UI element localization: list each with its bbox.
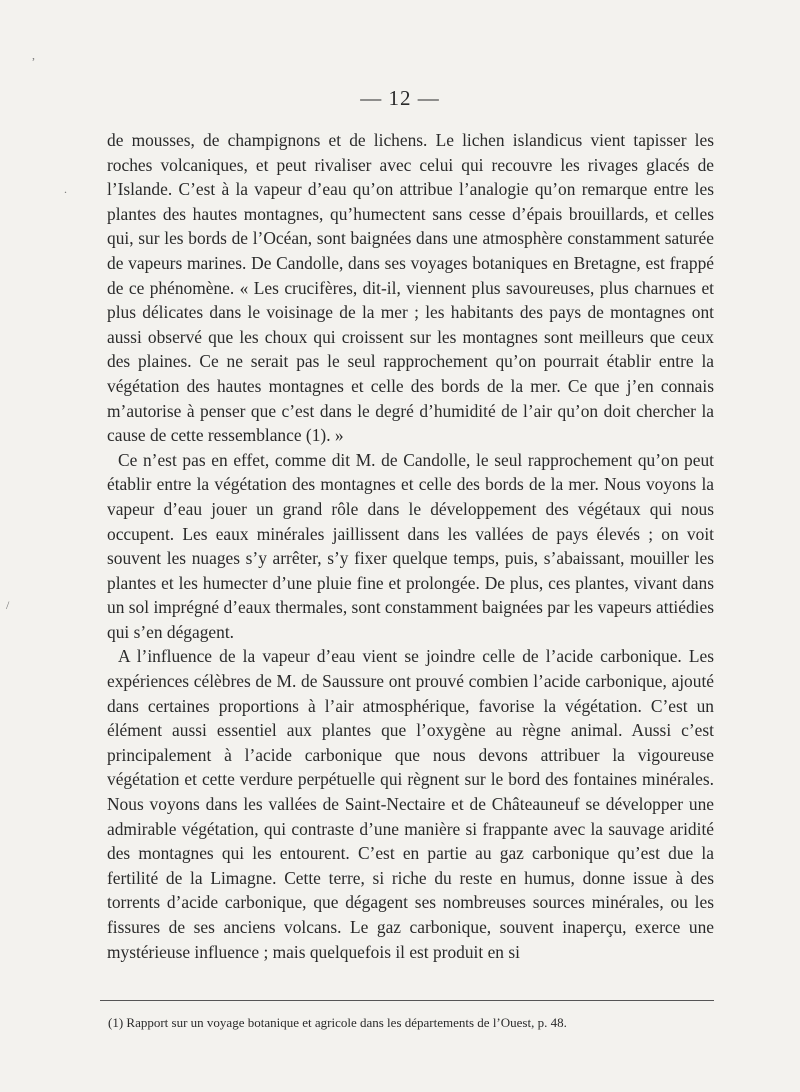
paragraph: de mousses, de champignons et de lichens. Le lichen islandicus vient tapisser les roches volcaniques, et peut rivaliser avec celui qui recouvre les rivages glacés de l’Islande. C’est à la vapeur d’eau qu’on attribue l’analogie qu’on remarque entre les plantes des hautes montagnes, qu’humectent sans cesse d’épais brouillards, et celles qui, sur les bords de l’Océan, sont baignées dans une atmosphère constamment saturée de vapeurs marines. De Candolle, dans ses voyages botaniques en Bretagne, est frappé de ce phénomène. « Les crucifères, dit-il, viennent plus savoureuses, plus charnues et plus délicates dans le voisinage de la mer ; les habitants des pays de montagnes ont aussi observé que les choux qui croissent sur les montagnes sont meilleurs que ceux des plaines. Ce ne serait pas le seul rapprochement qu’on pourrait établir entre la végétation des hautes montagnes et celle des bords de la mer. Ce que j’en connais m’autorise à penser que c’est dans le degré d’humidité de l’air qu’on doit chercher la cause de cette ressemblance (1). » <box>107 130 714 446</box>
footnote: (1) Rapport sur un voyage botanique et agricole dans les départements de l’Ouest, p. 48. <box>108 1015 567 1030</box>
page-number: — 12 — <box>360 86 440 110</box>
margin-speck: , <box>32 48 35 62</box>
paragraph: A l’influence de la vapeur d’eau vient se joindre celle de l’acide carbonique. Les expériences célèbres de M. de Saussure ont prouvé combien l’acide carbonique, ajouté dans certaines proportions à l’air atmosphérique, favorise la végétation. C’est un élément aussi essentiel aux plantes que l’oxygène au règne animal. Aussi c’est principalement à l’acide carbonique que nous devons attribuer la vigoureuse végétation et cette verdure perpétuelle qui règnent sur le bord des fontaines minérales. Nous voyons dans les vallées de Saint-Nectaire et de Châteauneuf se développer une admirable végétation, qui contraste d’une manière si frappante avec la sauvage aridité des montagnes qui les entourent. C’est en partie au gaz carbonique qu’est due la fertilité de la Limagne. Cette terre, si riche du reste en humus, donne issue à des torrents d’acide carbonique, que dégagent ses nombreuses sources minérales, ou les fissures de ses anciens volcans. Le gaz carbonique, souvent inaperçu, exerce une mystérieuse influence ; mais quelquefois il est produit en si <box>107 646 714 962</box>
margin-speck: / <box>6 598 10 612</box>
paragraph: Ce n’est pas en effet, comme dit M. de Candolle, le seul rapprochement qu’on peut établir entre la végétation des montagnes et celle des bords de la mer. Nous voyons la vapeur d’eau jouer un grand rôle dans le développement des végétaux qui nous occupent. Les eaux minérales jaillissent dans les vallées de pays élevés ; on voit souvent les nuages s’y arrêter, s’y fixer quelque temps, puis, s’abaissant, mouiller les plantes et les humecter d’une pluie fine et prolongée. De plus, ces plantes, vivant dans un sol imprégné d’eaux thermales, sont constamment baignées par les vapeurs attiédies qui s’en dégagent. <box>107 449 714 642</box>
footnote-rule <box>100 1000 714 1001</box>
body-text <box>107 128 714 964</box>
margin-speck: . <box>64 182 67 196</box>
